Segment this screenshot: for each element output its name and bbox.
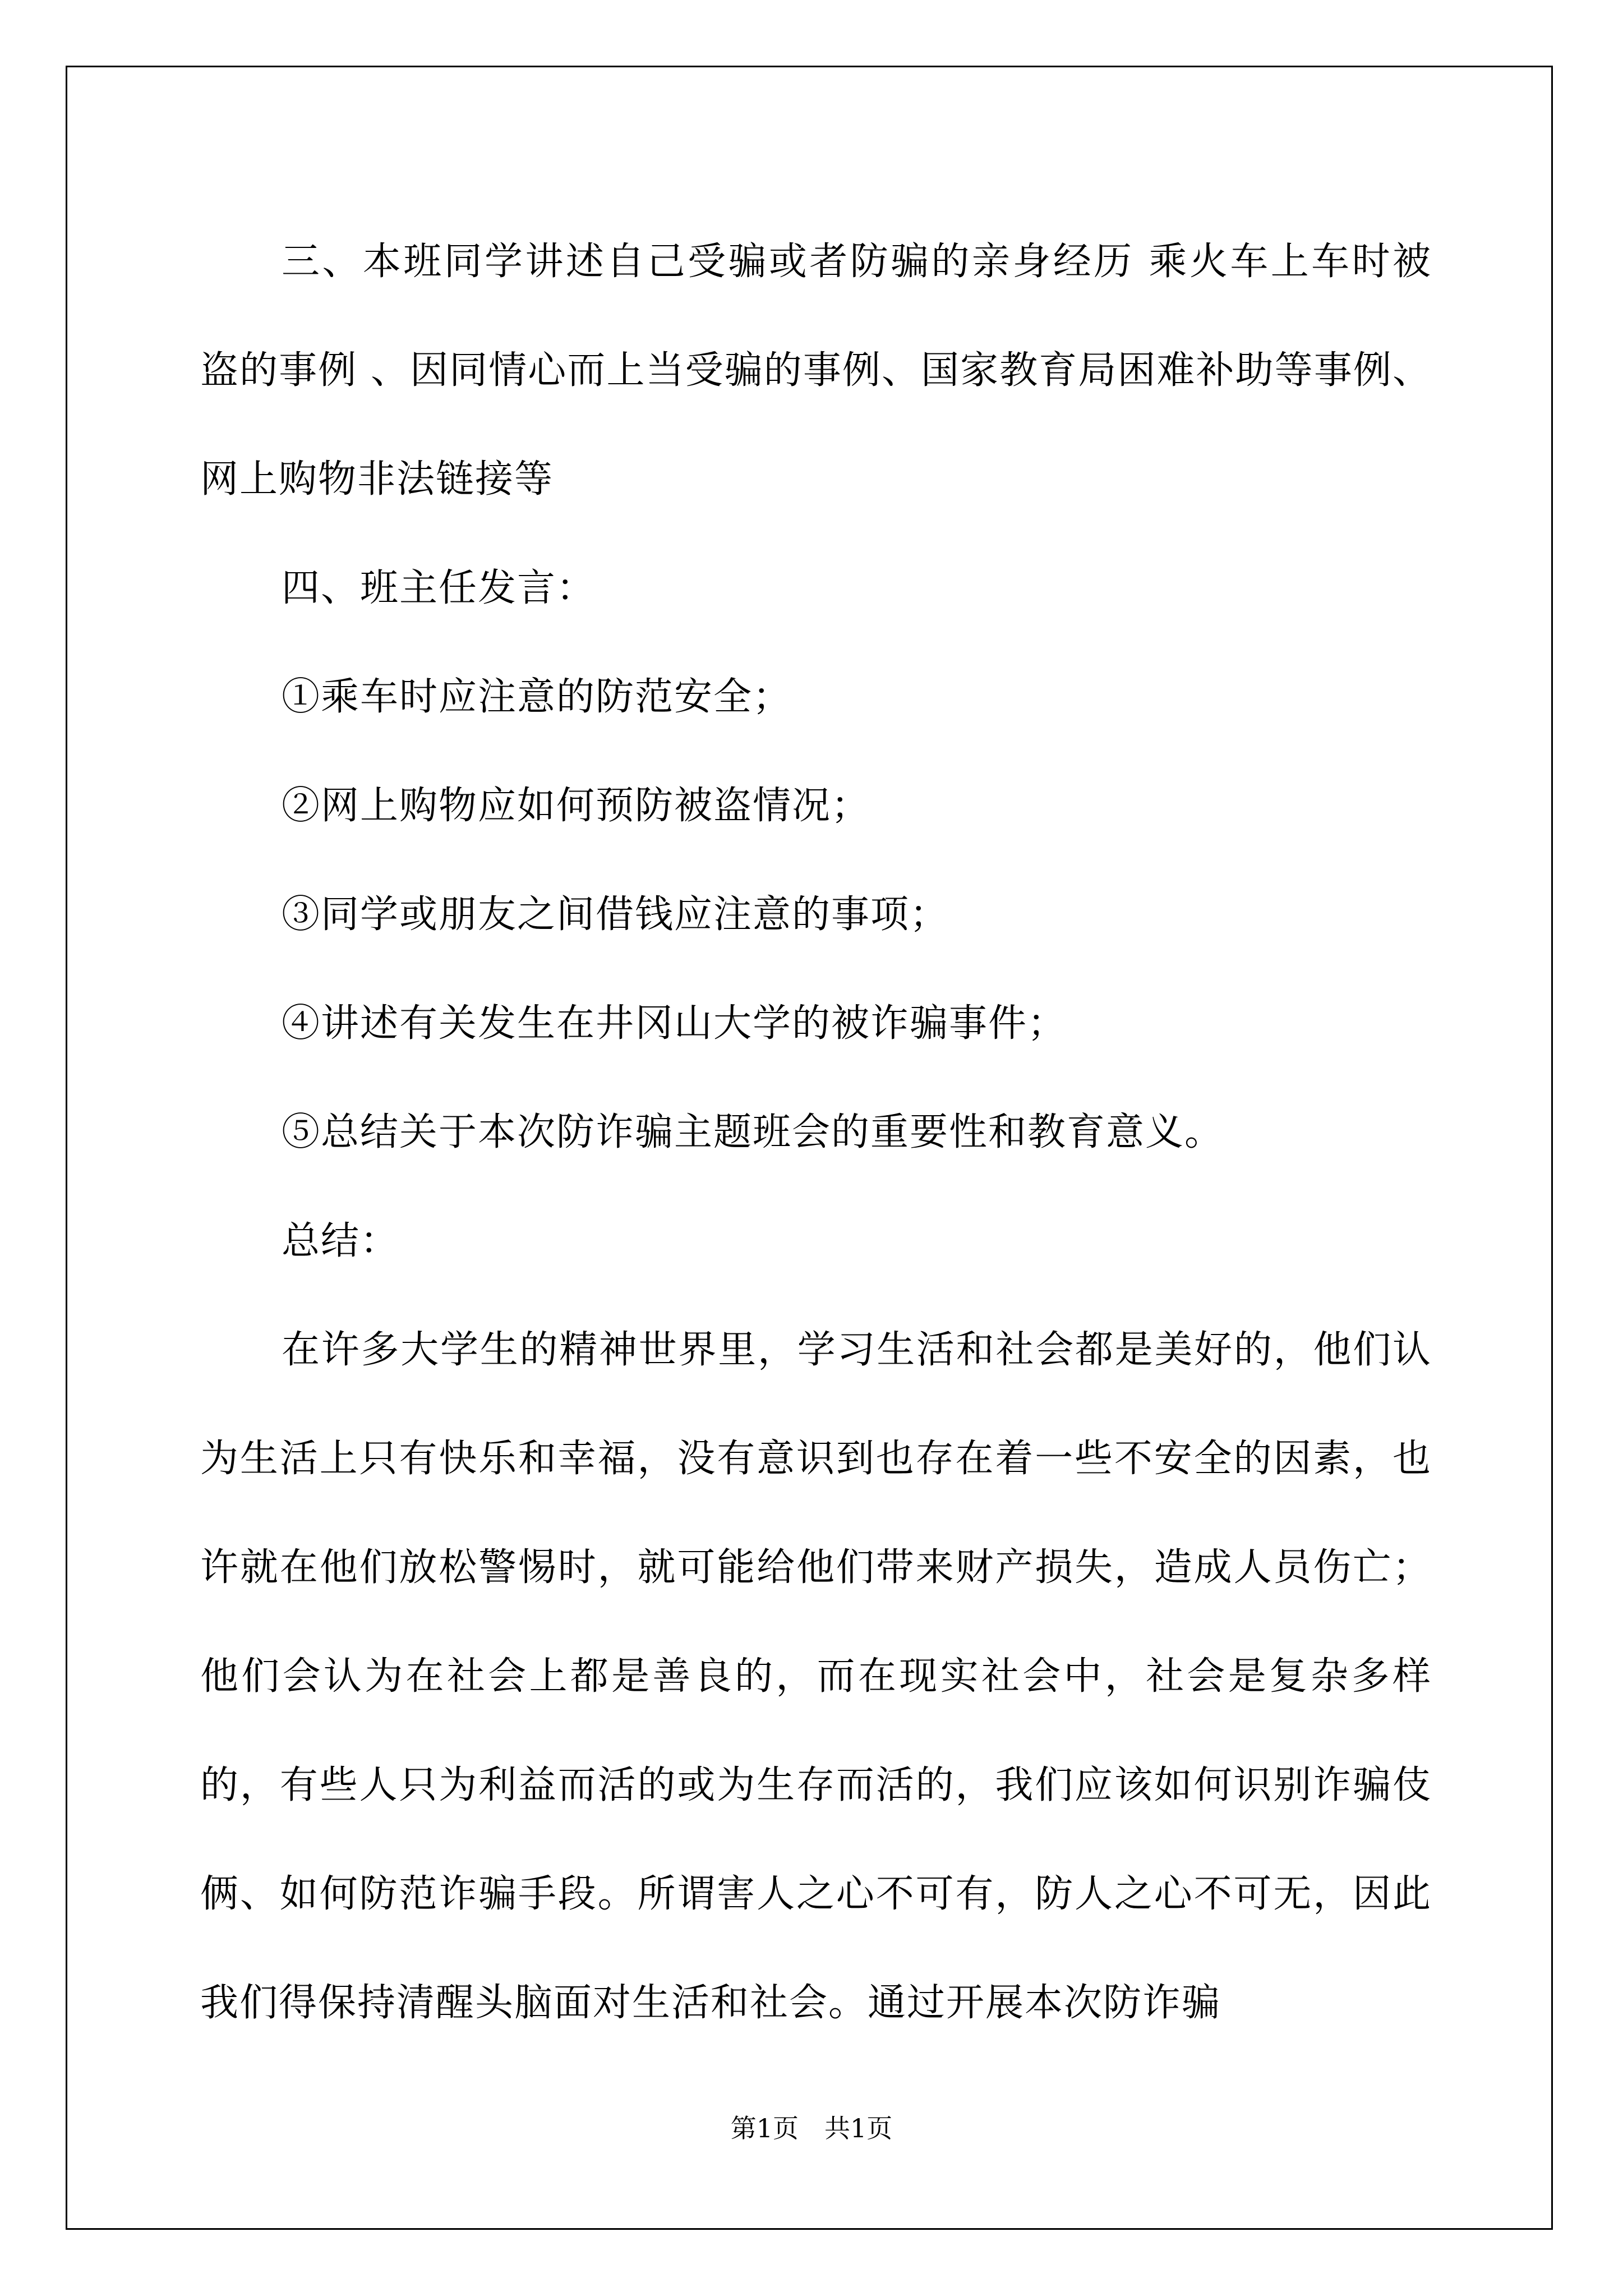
summary-heading: 总结：	[282, 1219, 400, 1263]
page-footer	[0, 2108, 1623, 2145]
paragraph-personal-experiences: 三、本班同学讲述自己受骗或者防骗的亲身经历 乘火车上车时被盗的事例 、因同情心而上当受骗的事例、国家教育局困难补助等事例、网上购物非法链接等	[200, 240, 1432, 501]
list-item-campus-fraud-cases: ④讲述有关发生在井冈山大学的被诈骗事件；	[282, 1001, 1067, 1046]
summary-paragraph: 在许多大学生的精神世界里，学习生活和社会都是美好的，他们认为生活上只有快乐和幸福，没有意识到也存在着一些不安全的因素，也许就在他们放松警惕时，就可能给他们带来财产损失，造成人员伤亡；他们会认为在社会上都是善良的，而在现实社会中，社会是复杂多样的，有些人只为利益而活的或为生存而活的，我们应该如何识别诈骗伎俩、如何防范诈骗手段。所谓害人之心不可有，防人之心不可无，因此我们得保持清醒头脑面对生活和社会。通过开展本次防诈骗	[200, 1328, 1432, 2025]
list-item-travel-safety: ①乘车时应注意的防范安全；	[282, 675, 792, 719]
document-body	[200, 208, 1432, 2058]
list-item-borrowing-money: ③同学或朋友之间借钱应注意的事项；	[282, 892, 949, 937]
list-item-meeting-significance: ⑤总结关于本次防诈骗主题班会的重要性和教育意义。	[282, 1110, 1224, 1154]
list-item-online-shopping: ②网上购物应如何预防被盗情况；	[282, 784, 871, 828]
page-number-label: 第1页 共1页	[730, 2113, 893, 2143]
paragraph-teacher-speech-heading: 四、班主任发言：	[282, 566, 596, 610]
